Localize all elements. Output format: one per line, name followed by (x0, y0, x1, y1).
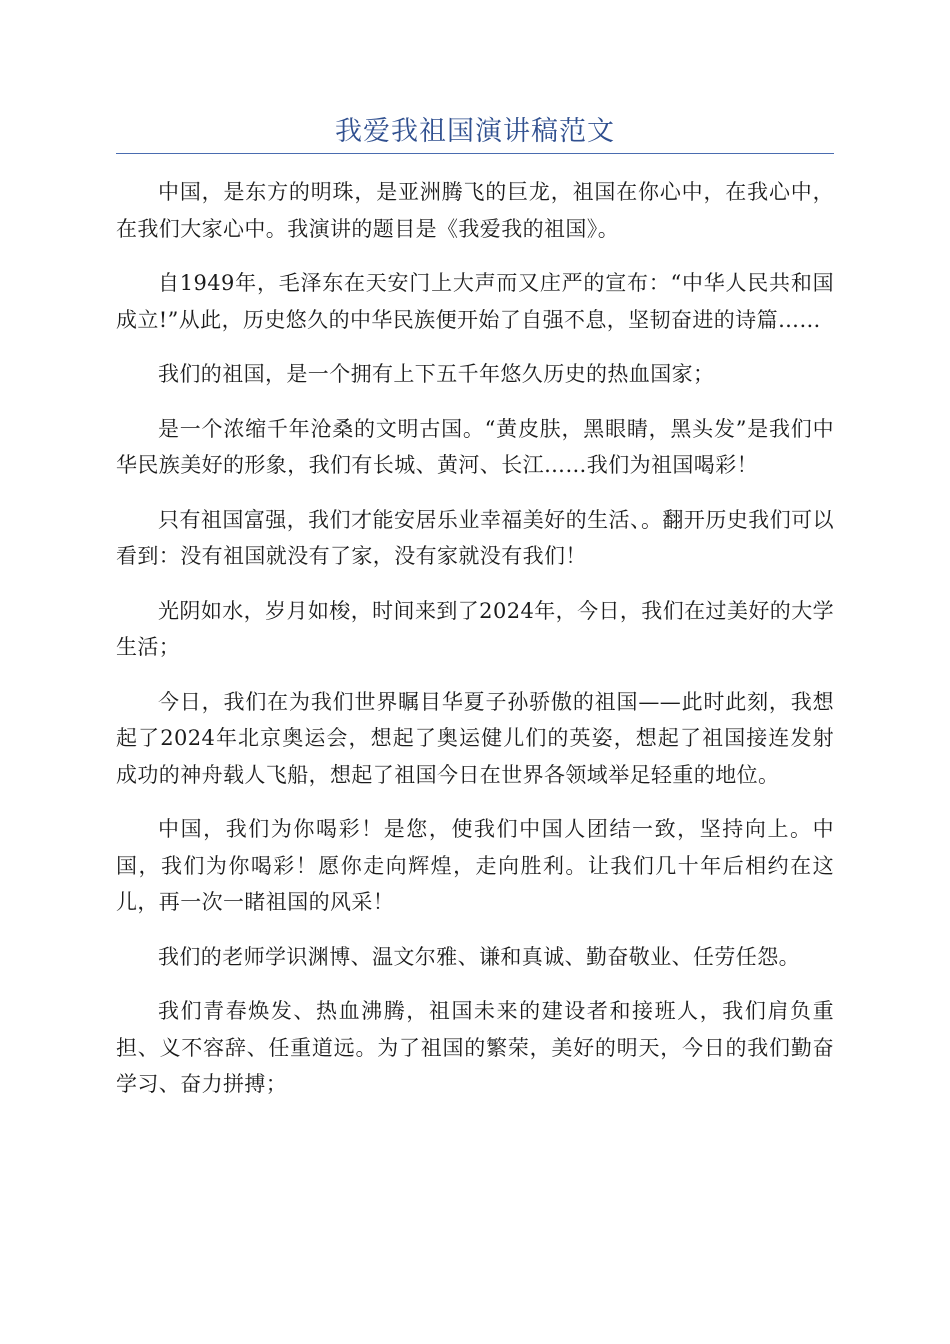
paragraph: 今日，我们在为我们世界瞩目华夏子孙骄傲的祖国——此时此刻，我想起了2024年北京奥运会，想起了奥运健儿们的英姿，想起了祖国接连发射成功的神舟载人飞船，想起了祖国今日在世界各领域举足轻重的地位。 (116, 689, 834, 787)
title-underline (116, 153, 834, 154)
paragraph: 自1949年，毛泽东在天安门上大声而又庄严的宣布：“中华人民共和国成立!”从此，历史悠久的中华民族便开始了自强不息，坚韧奋进的诗篇…… (116, 271, 834, 332)
document-body (116, 174, 834, 1121)
paragraph: 只有祖国富强，我们才能安居乐业幸福美好的生活、。翻开历史我们可以看到：没有祖国就没有了家，没有家就没有我们！ (116, 507, 834, 568)
paragraph: 我们的老师学识渊博、温文尔雅、谦和真诚、勤奋敬业、任劳任怨。 (158, 944, 800, 969)
paragraph: 我们青春焕发、热血沸腾，祖国未来的建设者和接班人，我们肩负重担、义不容辞、任重道远。为了祖国的繁荣，美好的明天，今日的我们勤奋学习、奋力拼搏； (116, 999, 834, 1096)
paragraph: 我们的祖国，是一个拥有上下五千年悠久历史的热血国家； (158, 362, 715, 386)
paragraph: 是一个浓缩千年沧桑的文明古国。“黄皮肤，黑眼睛，黑头发”是我们中华民族美好的形象，我们有长城、黄河、长江……我们为祖国喝彩！ (116, 416, 834, 477)
paragraph: 光阴如水，岁月如梭，时间来到了2024年，今日，我们在过美好的大学生活； (116, 598, 834, 659)
document-title: 我爱我祖国演讲稿范文 (335, 116, 615, 147)
paragraph: 中国，是东方的明珠，是亚洲腾飞的巨龙，祖国在你心中，在我心中，在我们大家心中。我演讲的题目是《我爱我的祖国》。 (116, 180, 834, 241)
paragraph: 中国，我们为你喝彩！是您，使我们中国人团结一致，坚持向上。中国，我们为你喝彩！愿你走向辉煌，走向胜利。让我们几十年后相约在这儿，再一次一睹祖国的风采！ (116, 817, 834, 914)
